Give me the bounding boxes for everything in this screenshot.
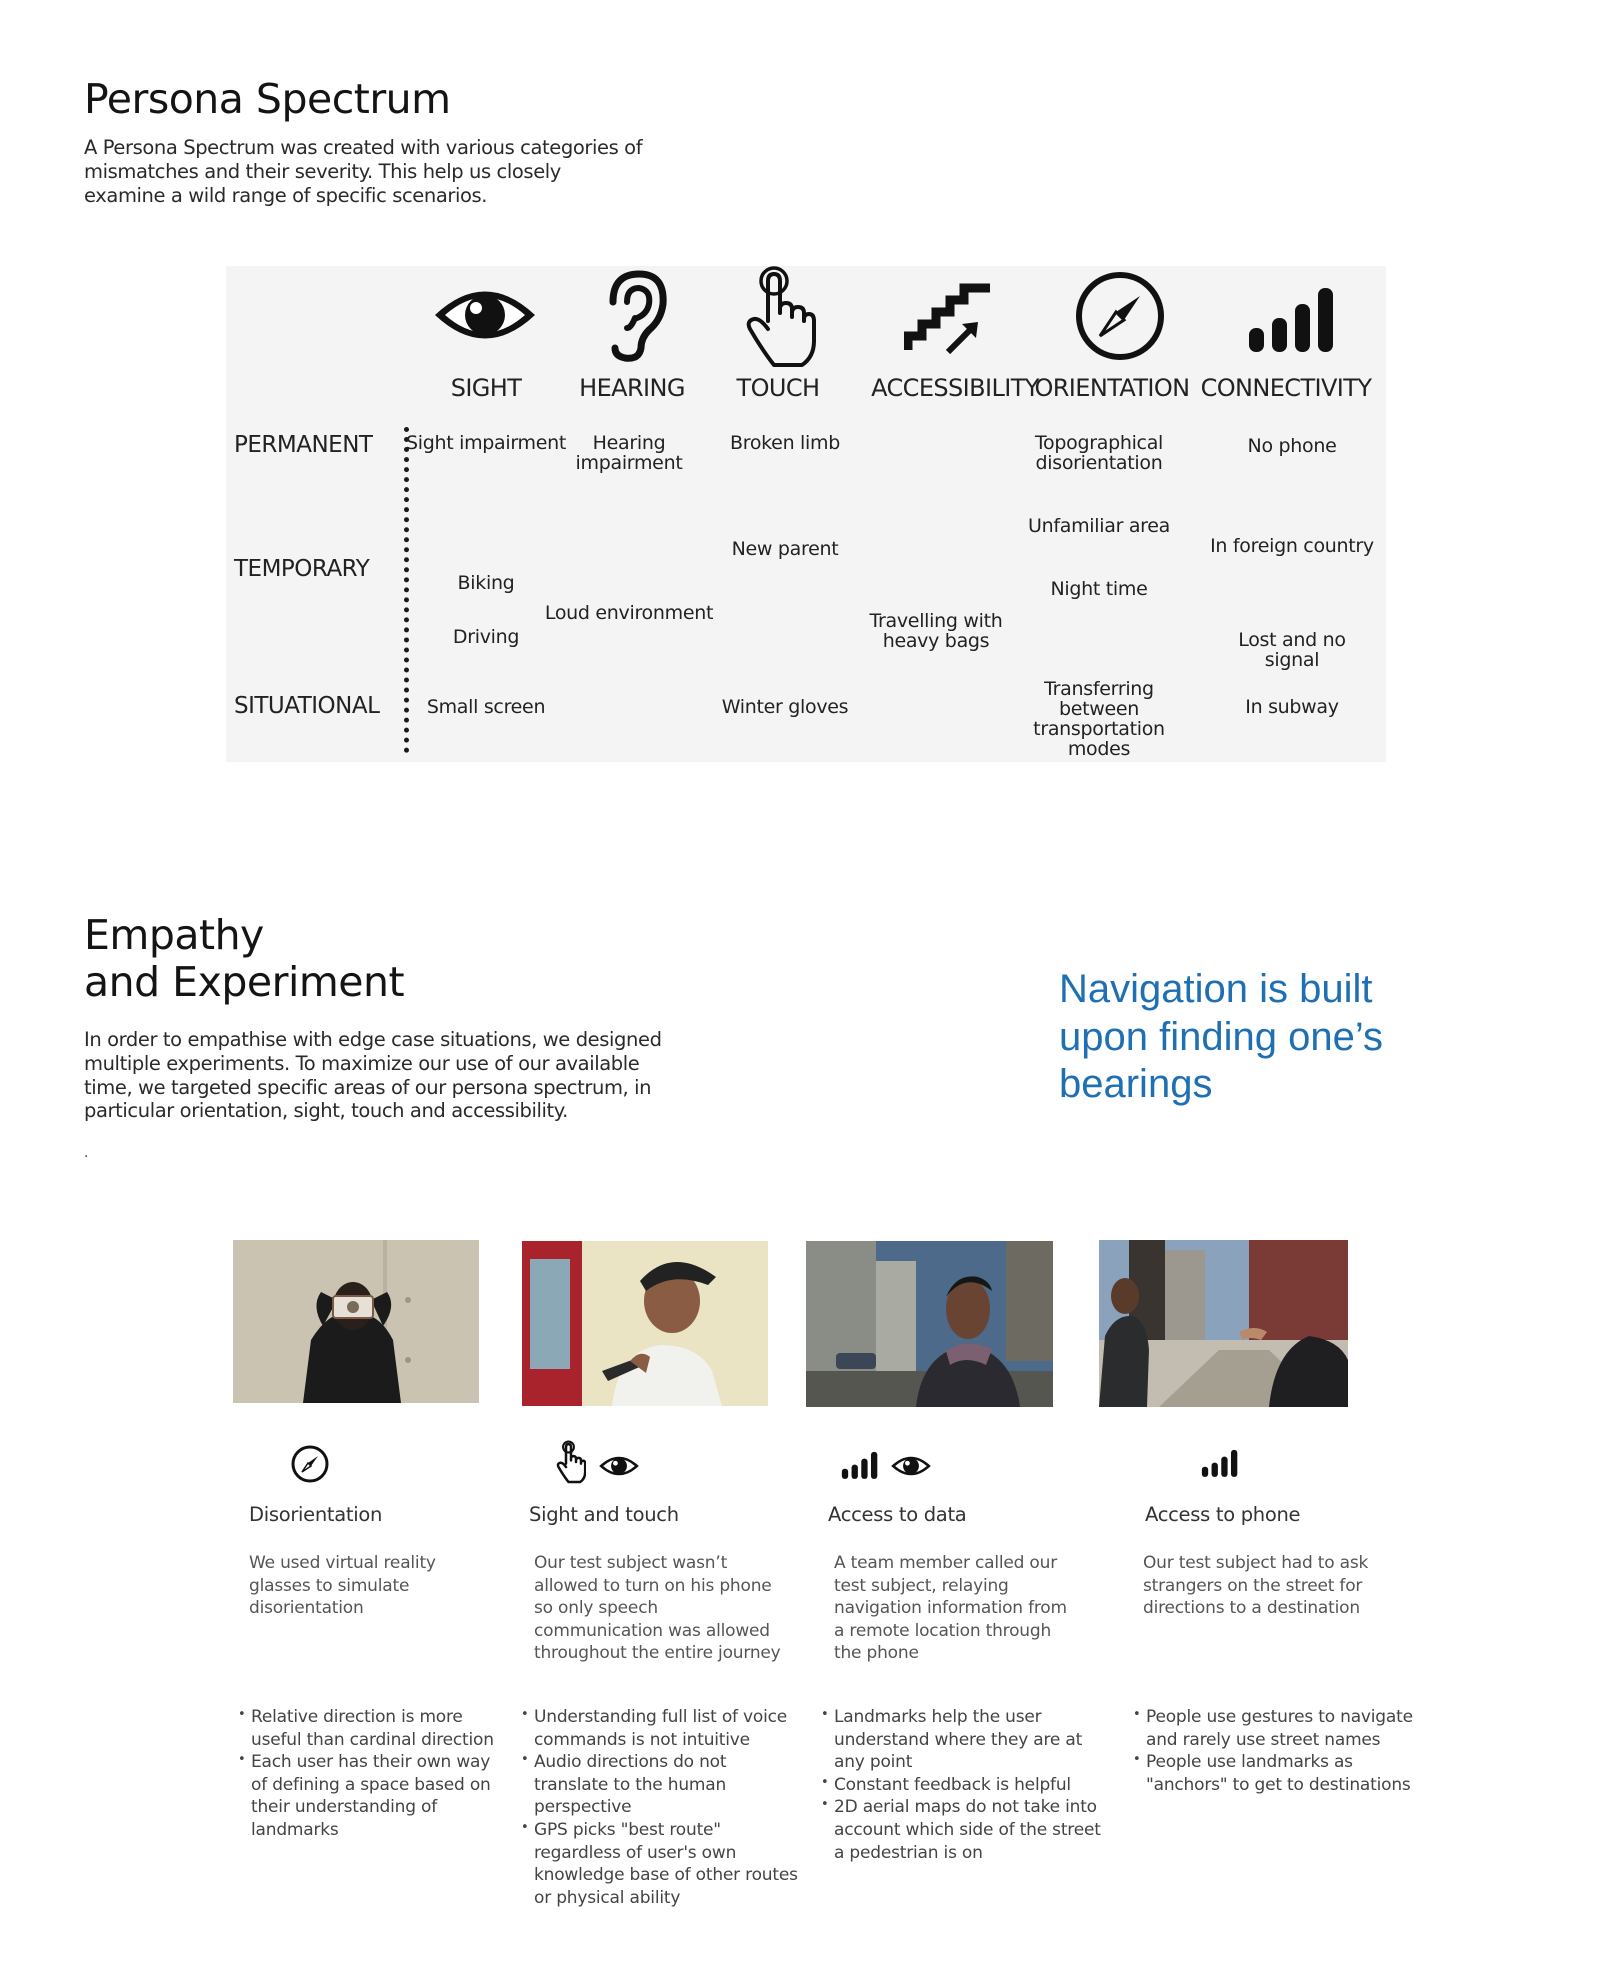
cell-hearing-impairment: Hearing impairment: [575, 432, 683, 474]
cell-foreign-country: In foreign country: [1210, 535, 1374, 557]
cell-topographical-disorientation: Topographical disorientation: [1034, 432, 1164, 474]
row-situational: SITUATIONAL: [234, 693, 380, 719]
exp1-description: We used virtual reality glasses to simulate disorientation: [249, 1553, 436, 1619]
stairs-icon: [898, 272, 998, 360]
persona-title: Persona Spectrum: [84, 75, 451, 123]
exp1-findings: [238, 1706, 508, 1842]
exp2-findings: [521, 1706, 804, 1909]
finding-item: • People use landmarks as "anchors" to get to destinations: [1133, 1751, 1423, 1796]
ear-icon: [596, 266, 676, 366]
finding-item: • Understanding full list of voice commands is not intuitive: [521, 1706, 804, 1751]
photo-street-call: [806, 1241, 1053, 1407]
persona-intro: A Persona Spectrum was created with various categories of mismatches and their severity. This help us closely examine a wild range of specific scenarios.: [84, 136, 643, 207]
finding-item: • 2D aerial maps do not take into account which side of the street a pedestrian is on: [821, 1796, 1105, 1864]
cell-heavy-bags: Travelling with heavy bags: [869, 610, 1003, 652]
category-orientation: ORIENTATION: [1034, 374, 1190, 402]
touch-icon: [740, 264, 820, 370]
cell-winter-gloves: Winter gloves: [721, 696, 849, 718]
exp2-title: Sight and touch: [529, 1503, 679, 1526]
cell-biking: Biking: [457, 572, 515, 594]
cell-new-parent: New parent: [731, 538, 839, 560]
cell-broken-limb: Broken limb: [730, 432, 840, 454]
exp4-description: Our test subject had to ask strangers on the street for directions to a destination: [1143, 1553, 1369, 1619]
exp2-description: Our test subject wasn’t allowed to turn on his phone so only speech communication was allowed throughout the entire journey: [534, 1553, 781, 1664]
exp1-title: Disorientation: [249, 1503, 383, 1526]
category-sight: SIGHT: [450, 374, 522, 402]
exp3-signal-icon: [841, 1450, 879, 1485]
empathy-intro: In order to empathise with edge case situations, we designed multiple experiments. To maximize our use of our available time, we targeted specific areas of our persona spectrum, in particular orientation, sight, touch and accessibility.: [84, 1028, 662, 1123]
exp3-title: Access to data: [828, 1503, 967, 1526]
pull-quote: Navigation is built upon finding one’s bearings: [1059, 967, 1383, 1107]
exp4-signal-icon: [1201, 1448, 1239, 1483]
photo-vr-glasses: [233, 1240, 479, 1403]
cell-night-time: Night time: [1050, 578, 1148, 600]
finding-item: • GPS picks "best route" regardless of user's own knowledge base of other routes or physical ability: [521, 1819, 804, 1909]
signal-icon: [1240, 276, 1344, 362]
exp4-title: Access to phone: [1145, 1503, 1301, 1526]
category-connectivity: CONNECTIVITY: [1200, 374, 1372, 402]
empathy-title-line2: and Experiment: [84, 958, 405, 1007]
cell-unfamiliar-area: Unfamiliar area: [1028, 515, 1170, 537]
category-touch: TOUCH: [736, 374, 820, 402]
finding-item: • Landmarks help the user understand where they are at any point: [821, 1706, 1105, 1774]
finding-item: • Each user has their own way of defining a space based on their understanding of landmarks: [238, 1751, 508, 1841]
cell-no-phone: No phone: [1247, 435, 1337, 457]
category-hearing: HEARING: [579, 374, 685, 402]
finding-item: • Relative direction is more useful than cardinal direction: [238, 1706, 508, 1751]
row-permanent: PERMANENT: [234, 432, 373, 458]
finding-item: • People use gestures to navigate and rarely use street names: [1133, 1706, 1423, 1751]
finding-item: • Audio directions do not translate to the human perspective: [521, 1751, 804, 1819]
eye-icon: [430, 270, 540, 360]
cell-loud-environment: Loud environment: [544, 602, 714, 624]
category-accessibility: ACCESSIBILITY: [871, 374, 1039, 402]
stray-dot: .: [84, 1144, 89, 1161]
photo-voice-phone: [522, 1241, 768, 1406]
exp3-description: A team member called our test subject, relaying navigation information from a remote location through the phone: [834, 1553, 1067, 1664]
row-temporary: TEMPORARY: [234, 556, 370, 582]
finding-item: • Constant feedback is helpful: [821, 1774, 1105, 1797]
empathy-title: [84, 912, 404, 1006]
photo-ask-strangers: [1099, 1240, 1348, 1407]
cell-transferring-modes: Transferring between transportation modes: [1033, 678, 1165, 760]
exp2-touch-icon: [556, 1440, 586, 1489]
exp2-eye-icon: [598, 1452, 640, 1485]
exp1-compass-icon: [290, 1444, 330, 1489]
empathy-title-line1: Empathy: [84, 911, 264, 959]
exp3-findings: [821, 1706, 1105, 1864]
cell-in-subway: In subway: [1245, 696, 1339, 718]
cell-sight-impairment: Sight impairment: [405, 432, 567, 454]
cell-lost-no-signal: Lost and no signal: [1238, 629, 1346, 671]
cell-small-screen: Small screen: [426, 696, 546, 718]
exp3-eye-icon: [890, 1452, 932, 1485]
cell-driving: Driving: [452, 626, 520, 648]
exp4-findings: [1133, 1706, 1423, 1796]
compass-icon: [1068, 268, 1172, 364]
